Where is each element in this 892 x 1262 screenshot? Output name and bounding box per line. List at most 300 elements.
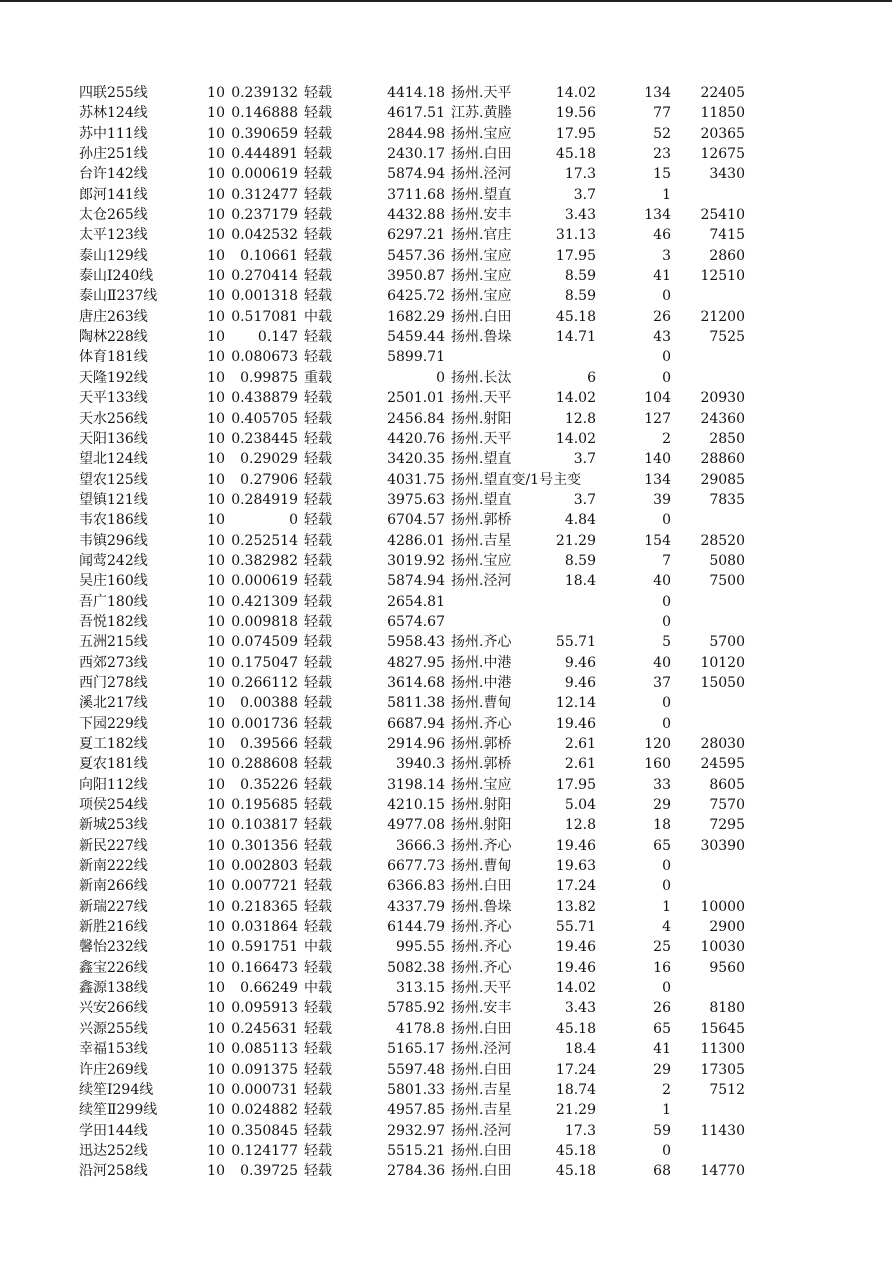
- load-rate-cell: 0.085113: [231, 1041, 298, 1058]
- line-name-cell: 台许142线: [79, 166, 148, 183]
- load-status-cell: 轻载: [304, 1061, 332, 1078]
- table-row: [0, 286, 892, 306]
- substation-cell: 扬州.鲁垛: [451, 898, 512, 915]
- line-name-cell: 望北124线: [79, 451, 148, 468]
- voltage-cell: 10: [207, 410, 225, 427]
- substation-cell: 扬州.长汰: [451, 369, 512, 386]
- capacity-cell: 6677.73: [387, 858, 445, 875]
- capacity-cell: 2844.98: [387, 125, 445, 142]
- voltage-cell: 10: [207, 613, 225, 630]
- substation-cell: 扬州.白田: [451, 878, 512, 895]
- load-status-cell: 轻载: [304, 695, 332, 712]
- distance-cell: 17.3: [564, 1122, 596, 1139]
- load-status-cell: 轻载: [304, 1163, 332, 1180]
- load-status-cell: 轻载: [304, 349, 332, 366]
- capacity-cell: 4432.88: [387, 207, 445, 224]
- substation-cell: 扬州.天平: [451, 390, 512, 407]
- capacity-cell: 3711.68: [387, 186, 445, 203]
- count-cell: 0: [662, 1142, 671, 1159]
- voltage-cell: 10: [207, 1061, 225, 1078]
- load-value-cell: 7295: [709, 817, 745, 834]
- load-value-cell: 20930: [700, 390, 745, 407]
- count-cell: 65: [653, 1020, 671, 1037]
- table-row: [0, 246, 892, 266]
- count-cell: 134: [644, 85, 671, 101]
- load-status-cell: 轻载: [304, 654, 332, 671]
- line-name-cell: 西郊273线: [79, 654, 148, 671]
- line-name-cell: 五洲215线: [79, 634, 148, 651]
- table-row: [0, 225, 892, 245]
- line-name-cell: 体育181线: [79, 349, 148, 366]
- line-name-cell: 陶林228线: [79, 329, 148, 346]
- load-status-cell: 轻载: [304, 756, 332, 773]
- capacity-cell: 5457.36: [387, 247, 445, 264]
- table-row: [0, 1080, 892, 1100]
- line-name-cell: 泰山129线: [79, 247, 148, 264]
- table-row: [0, 551, 892, 571]
- capacity-cell: 3975.63: [387, 491, 445, 508]
- substation-cell: 扬州.射阳: [451, 410, 512, 427]
- count-cell: 0: [662, 715, 671, 732]
- distance-cell: 12.8: [564, 817, 596, 834]
- line-name-cell: 新城253线: [79, 817, 148, 834]
- line-name-cell: 新民227线: [79, 837, 148, 854]
- table-row: [0, 1060, 892, 1080]
- distance-cell: 12.8: [564, 410, 596, 427]
- voltage-cell: 10: [207, 512, 225, 529]
- line-name-cell: 苏中111线: [79, 125, 148, 142]
- load-rate-cell: 0.237179: [231, 207, 298, 224]
- count-cell: 4: [662, 919, 671, 936]
- line-name-cell: 溪北217线: [79, 695, 148, 712]
- substation-cell: 扬州.吉星: [451, 1102, 512, 1119]
- substation-cell: 扬州.宝应: [451, 247, 512, 264]
- count-cell: 43: [653, 329, 671, 346]
- capacity-cell: 5515.21: [387, 1142, 445, 1159]
- distance-cell: 14.02: [555, 980, 596, 997]
- count-cell: 0: [662, 288, 671, 305]
- substation-cell: 扬州.鲁垛: [451, 329, 512, 346]
- table-row: [0, 998, 892, 1018]
- load-rate-cell: 0.270414: [231, 268, 298, 285]
- load-status-cell: 轻载: [304, 613, 332, 630]
- load-value-cell: 11430: [700, 1122, 745, 1139]
- load-value-cell: 30390: [700, 837, 745, 854]
- table-row: [0, 734, 892, 754]
- table-row: [0, 958, 892, 978]
- load-rate-cell: 0.390659: [231, 125, 298, 142]
- line-name-cell: 四联255线: [79, 85, 148, 101]
- substation-cell: 扬州.齐心: [451, 715, 512, 732]
- line-name-cell: 苏林124线: [79, 105, 148, 122]
- substation-cell: 扬州.望直: [451, 186, 512, 203]
- load-rate-cell: 0.438879: [231, 390, 298, 407]
- load-rate-cell: 0.124177: [231, 1142, 298, 1159]
- distance-cell: 21.29: [555, 532, 596, 549]
- load-rate-cell: 0.074509: [231, 634, 298, 651]
- voltage-cell: 10: [207, 471, 225, 488]
- load-rate-cell: 0.444891: [231, 146, 298, 163]
- capacity-cell: 4957.85: [387, 1102, 445, 1119]
- load-status-cell: 轻载: [304, 634, 332, 651]
- load-rate-cell: 0.66249: [240, 980, 298, 997]
- capacity-cell: 4420.76: [387, 430, 445, 447]
- load-rate-cell: 0.095913: [231, 1000, 298, 1017]
- count-cell: 26: [653, 1000, 671, 1017]
- load-status-cell: 轻载: [304, 186, 332, 203]
- substation-cell: 扬州.白田: [451, 1163, 512, 1180]
- table-row: [0, 856, 892, 876]
- table-row: [0, 124, 892, 144]
- substation-cell: 扬州.中港: [451, 674, 512, 691]
- load-rate-cell: 0.091375: [231, 1061, 298, 1078]
- load-status-cell: 轻载: [304, 817, 332, 834]
- capacity-cell: 5785.92: [387, 1000, 445, 1017]
- line-name-cell: 泰山Ⅱ237线: [79, 288, 158, 305]
- distance-cell: 12.14: [555, 695, 596, 712]
- load-status-cell: 轻载: [304, 227, 332, 244]
- load-status-cell: 轻载: [304, 593, 332, 610]
- load-value-cell: 25410: [700, 207, 745, 224]
- load-rate-cell: 0.382982: [231, 552, 298, 569]
- load-status-cell: 轻载: [304, 674, 332, 691]
- count-cell: 46: [653, 227, 671, 244]
- load-rate-cell: 0.103817: [231, 817, 298, 834]
- load-rate-cell: 0.39725: [240, 1163, 298, 1180]
- line-name-cell: 天阳136线: [79, 430, 148, 447]
- capacity-cell: 6366.83: [387, 878, 445, 895]
- table-row: [0, 1100, 892, 1120]
- substation-cell: 扬州.吉星: [451, 1081, 512, 1098]
- count-cell: 0: [662, 613, 671, 630]
- load-status-cell: 轻载: [304, 552, 332, 569]
- line-name-cell: 新胜216线: [79, 919, 148, 936]
- count-cell: 140: [644, 451, 671, 468]
- voltage-cell: 10: [207, 532, 225, 549]
- capacity-cell: 5874.94: [387, 166, 445, 183]
- distance-cell: 8.59: [564, 268, 596, 285]
- voltage-cell: 10: [207, 695, 225, 712]
- load-value-cell: 14770: [700, 1163, 745, 1180]
- table-row: [0, 612, 892, 632]
- table-row: [0, 327, 892, 347]
- voltage-cell: 10: [207, 1020, 225, 1037]
- voltage-cell: 10: [207, 573, 225, 590]
- voltage-cell: 10: [207, 715, 225, 732]
- table-row: [0, 409, 892, 429]
- capacity-cell: 1682.29: [387, 308, 445, 325]
- load-rate-cell: 0.00388: [240, 695, 298, 712]
- voltage-cell: 10: [207, 939, 225, 956]
- capacity-cell: 995.55: [396, 939, 445, 956]
- voltage-cell: 10: [207, 1041, 225, 1058]
- substation-cell: 扬州.宝应: [451, 288, 512, 305]
- capacity-cell: 313.15: [396, 980, 445, 997]
- load-value-cell: 11300: [700, 1041, 745, 1058]
- load-rate-cell: 0.001736: [231, 715, 298, 732]
- capacity-cell: 4210.15: [387, 797, 445, 814]
- line-name-cell: 续笙Ⅰ294线: [79, 1081, 154, 1098]
- line-name-cell: 望农125线: [79, 471, 148, 488]
- capacity-cell: 4414.18: [387, 85, 445, 101]
- distance-cell: 17.95: [555, 247, 596, 264]
- line-name-cell: 唐庄263线: [79, 308, 148, 325]
- substation-cell: 扬州.中港: [451, 654, 512, 671]
- voltage-cell: 10: [207, 634, 225, 651]
- distance-cell: 31.13: [555, 227, 596, 244]
- count-cell: 104: [644, 390, 671, 407]
- table-row: [0, 592, 892, 612]
- capacity-cell: 4178.8: [396, 1020, 445, 1037]
- distance-cell: 4.84: [564, 512, 596, 529]
- line-name-cell: 天隆192线: [79, 369, 148, 386]
- load-status-cell: 轻载: [304, 451, 332, 468]
- voltage-cell: 10: [207, 491, 225, 508]
- load-rate-cell: 0.284919: [231, 491, 298, 508]
- load-rate-cell: 0.239132: [231, 85, 298, 101]
- substation-cell: 扬州.齐心: [451, 939, 512, 956]
- voltage-cell: 10: [207, 390, 225, 407]
- load-value-cell: 10030: [700, 939, 745, 956]
- load-value-cell: 8605: [709, 776, 745, 793]
- substation-cell: 扬州.白田: [451, 1061, 512, 1078]
- line-name-cell: 西门278线: [79, 674, 148, 691]
- table-row: [0, 815, 892, 835]
- load-value-cell: 2850: [709, 430, 745, 447]
- distance-cell: 2.61: [564, 756, 596, 773]
- table-row: [0, 1161, 892, 1181]
- table-row: [0, 917, 892, 937]
- count-cell: 160: [644, 756, 671, 773]
- distance-cell: 19.56: [555, 105, 596, 122]
- capacity-cell: 3940.3: [396, 756, 445, 773]
- voltage-cell: 10: [207, 898, 225, 915]
- table-row: [0, 775, 892, 795]
- voltage-cell: 10: [207, 308, 225, 325]
- distance-cell: 17.95: [555, 125, 596, 142]
- table-row: [0, 368, 892, 388]
- load-rate-cell: 0.99875: [240, 369, 298, 386]
- substation-cell: 扬州.白田: [451, 146, 512, 163]
- load-rate-cell: 0.000619: [231, 573, 298, 590]
- substation-cell: 扬州.宝应: [451, 776, 512, 793]
- substation-cell: 扬州.官庄: [451, 227, 512, 244]
- voltage-cell: 10: [207, 166, 225, 183]
- count-cell: 15: [653, 166, 671, 183]
- distance-cell: 14.02: [555, 85, 596, 101]
- count-cell: 39: [653, 491, 671, 508]
- table-row: [0, 185, 892, 205]
- load-value-cell: 15645: [700, 1020, 745, 1037]
- distance-cell: 3.43: [564, 207, 596, 224]
- table-row: [0, 144, 892, 164]
- load-status-cell: 中载: [304, 308, 332, 325]
- capacity-cell: 2932.97: [387, 1122, 445, 1139]
- load-status-cell: 轻载: [304, 268, 332, 285]
- load-value-cell: 7512: [709, 1081, 745, 1098]
- distance-cell: 9.46: [564, 654, 596, 671]
- substation-cell: 扬州.齐心: [451, 919, 512, 936]
- table-row: [0, 653, 892, 673]
- load-rate-cell: 0.301356: [231, 837, 298, 854]
- count-cell: 134: [644, 471, 671, 488]
- substation-cell: 扬州.宝应: [451, 552, 512, 569]
- load-rate-cell: 0.000619: [231, 166, 298, 183]
- table-row: [0, 347, 892, 367]
- load-rate-cell: 0.175047: [231, 654, 298, 671]
- line-name-cell: 郎河141线: [79, 186, 148, 203]
- distance-cell: 14.02: [555, 430, 596, 447]
- distance-cell: 6: [587, 369, 596, 386]
- voltage-cell: 10: [207, 959, 225, 976]
- count-cell: 65: [653, 837, 671, 854]
- substation-cell: 扬州.齐心: [451, 837, 512, 854]
- distance-cell: 8.59: [564, 288, 596, 305]
- capacity-cell: 3950.87: [387, 268, 445, 285]
- distance-cell: 9.46: [564, 674, 596, 691]
- voltage-cell: 10: [207, 329, 225, 346]
- load-status-cell: 轻载: [304, 288, 332, 305]
- line-name-cell: 吴庄160线: [79, 573, 148, 590]
- capacity-cell: 5597.48: [387, 1061, 445, 1078]
- load-value-cell: 7835: [709, 491, 745, 508]
- substation-cell: 扬州.郭桥: [451, 512, 512, 529]
- load-rate-cell: 0.238445: [231, 430, 298, 447]
- count-cell: 3: [662, 247, 671, 264]
- count-cell: 29: [653, 1061, 671, 1078]
- load-status-cell: 轻载: [304, 797, 332, 814]
- voltage-cell: 10: [207, 593, 225, 610]
- voltage-cell: 10: [207, 776, 225, 793]
- load-value-cell: 28030: [700, 736, 745, 752]
- capacity-cell: 2784.36: [387, 1163, 445, 1180]
- distance-cell: 8.59: [564, 552, 596, 569]
- voltage-cell: 10: [207, 756, 225, 773]
- load-status-cell: 轻载: [304, 1041, 332, 1058]
- substation-cell: 扬州.泾河: [451, 1122, 512, 1139]
- load-status-cell: 轻载: [304, 471, 332, 488]
- voltage-cell: 10: [207, 878, 225, 895]
- line-name-cell: 迅达252线: [79, 1142, 148, 1159]
- voltage-cell: 10: [207, 674, 225, 691]
- load-rate-cell: 0.27906: [240, 471, 298, 488]
- substation-cell: 扬州.曹甸: [451, 695, 512, 712]
- table-row: [0, 795, 892, 815]
- load-value-cell: 12675: [700, 146, 745, 163]
- capacity-cell: 3666.3: [396, 837, 445, 854]
- load-value-cell: 24360: [700, 410, 745, 427]
- distance-cell: 14.02: [555, 390, 596, 407]
- count-cell: 0: [662, 878, 671, 895]
- load-rate-cell: 0.350845: [231, 1122, 298, 1139]
- table-row: [0, 978, 892, 998]
- load-rate-cell: 0.405705: [231, 410, 298, 427]
- load-status-cell: 轻载: [304, 1102, 332, 1119]
- load-rate-cell: 0.266112: [231, 674, 298, 691]
- voltage-cell: 10: [207, 858, 225, 875]
- load-value-cell: 8180: [709, 1000, 745, 1017]
- distance-cell: 19.46: [555, 837, 596, 854]
- table-row: [0, 307, 892, 327]
- table-row: [0, 937, 892, 957]
- line-name-cell: 鑫宝226线: [79, 959, 148, 976]
- table-row: [0, 632, 892, 652]
- load-value-cell: 11850: [700, 105, 745, 122]
- line-name-cell: 韦镇296线: [79, 532, 148, 549]
- load-rate-cell: 0.166473: [231, 959, 298, 976]
- table-row: [0, 1019, 892, 1039]
- voltage-cell: 10: [207, 980, 225, 997]
- load-status-cell: 轻载: [304, 146, 332, 163]
- capacity-cell: 4337.79: [387, 898, 445, 915]
- table-row: [0, 103, 892, 123]
- line-name-cell: 泰山Ⅰ240线: [79, 268, 154, 285]
- count-cell: 2: [662, 1081, 671, 1098]
- line-name-cell: 幸福153线: [79, 1041, 148, 1058]
- capacity-cell: 3019.92: [387, 552, 445, 569]
- distance-cell: 3.7: [573, 491, 596, 508]
- capacity-cell: 5899.71: [387, 349, 445, 366]
- distance-cell: 19.46: [555, 959, 596, 976]
- load-rate-cell: 0.312477: [231, 186, 298, 203]
- capacity-cell: 2456.84: [387, 410, 445, 427]
- voltage-cell: 10: [207, 125, 225, 142]
- capacity-cell: 5874.94: [387, 573, 445, 590]
- capacity-cell: 5459.44: [387, 329, 445, 346]
- load-status-cell: 轻载: [304, 878, 332, 895]
- page-top-border: [0, 0, 892, 2]
- load-value-cell: 5080: [709, 552, 745, 569]
- table-row: [0, 876, 892, 896]
- capacity-cell: 5811.38: [387, 695, 445, 712]
- load-value-cell: 2900: [709, 919, 745, 936]
- count-cell: 1: [662, 898, 671, 915]
- capacity-cell: 5082.38: [387, 959, 445, 976]
- distance-cell: 3.7: [573, 186, 596, 203]
- count-cell: 5: [662, 634, 671, 651]
- load-status-cell: 轻载: [304, 430, 332, 447]
- capacity-cell: 2654.81: [387, 593, 445, 610]
- capacity-cell: 4827.95: [387, 654, 445, 671]
- load-status-cell: 轻载: [304, 898, 332, 915]
- load-rate-cell: 0.421309: [231, 593, 298, 610]
- load-rate-cell: 0.000731: [231, 1081, 298, 1098]
- capacity-cell: 6144.79: [387, 919, 445, 936]
- count-cell: 41: [653, 268, 671, 285]
- load-rate-cell: 0.031864: [231, 919, 298, 936]
- line-name-cell: 夏农181线: [79, 756, 148, 773]
- count-cell: 0: [662, 349, 671, 366]
- voltage-cell: 10: [207, 227, 225, 244]
- load-status-cell: 轻载: [304, 125, 332, 142]
- table-row: [0, 205, 892, 225]
- load-rate-cell: 0.591751: [231, 939, 298, 956]
- line-name-cell: 新南266线: [79, 878, 148, 895]
- load-rate-cell: 0.007721: [231, 878, 298, 895]
- count-cell: 0: [662, 695, 671, 712]
- load-rate-cell: 0.517081: [231, 308, 298, 325]
- load-status-cell: 轻载: [304, 1000, 332, 1017]
- count-cell: 120: [644, 736, 671, 752]
- table-row: [0, 1141, 892, 1161]
- voltage-cell: 10: [207, 247, 225, 264]
- line-name-cell: 太平123线: [79, 227, 148, 244]
- capacity-cell: 2914.96: [387, 736, 445, 752]
- capacity-cell: 4286.01: [387, 532, 445, 549]
- count-cell: 77: [653, 105, 671, 122]
- voltage-cell: 10: [207, 349, 225, 366]
- load-value-cell: 7570: [709, 797, 745, 814]
